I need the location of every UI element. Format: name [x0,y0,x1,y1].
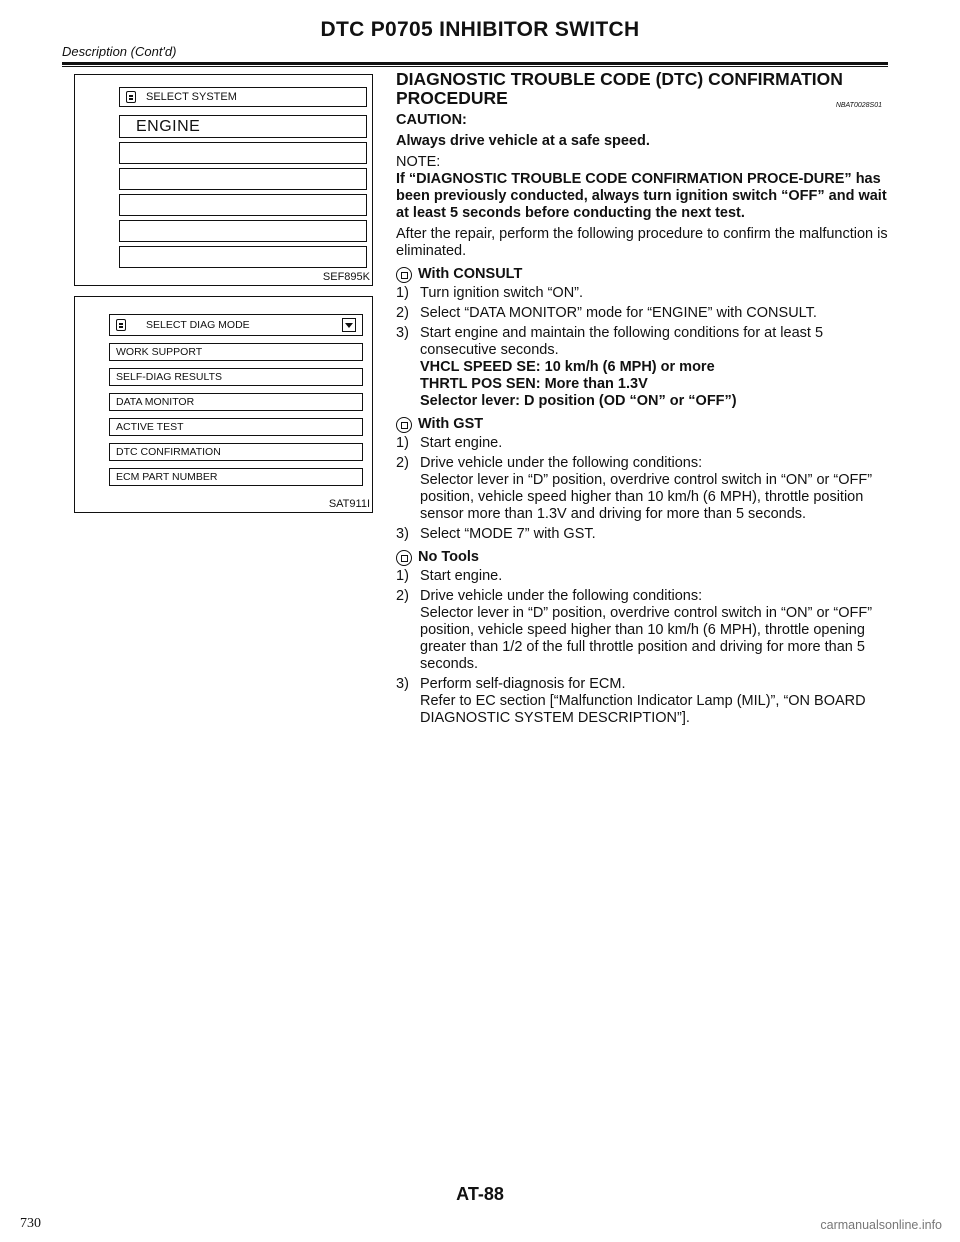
diag-mode-header [109,314,363,336]
note-text: If “DIAGNOSTIC TROUBLE CODE CONFIRMATION PROCE-DURE” has been previously conducted, always turn ignition switch “OFF” and wait at least 5 seconds before conducting the next test. [396,171,887,221]
step-text: Start engine. [420,435,503,451]
corner-number: 730 [20,1216,41,1231]
gst-heading-text: With GST [418,416,484,432]
step-detail: Refer to EC section [“Malfunction Indicator Lamp (MIL)”, “ON BOARD DIAGNOSTIC SYSTEM DESCRIPTION”]. [420,693,866,726]
condition-line [396,359,890,376]
step-number: 1) [396,285,409,301]
step [396,455,890,523]
condition-text: Selector lever: D position (OD “ON” or “OFF”) [420,393,737,409]
condition-line [396,376,890,393]
step-number: 3) [396,526,409,542]
step-detail: Selector lever in “D” position, overdrive control switch in “ON” or “OFF” position, vehicle speed higher than 10 km/h (6 MPH), throttle opening greater than 1/2 of the full throttle position and driving for more than 5 seconds. [420,605,873,672]
consult-heading [396,266,890,283]
figure-select-diag-mode [74,296,373,513]
page-title: DTC P0705 INHIBITOR SWITCH [320,18,640,41]
empty-slot [119,246,367,268]
menu-item-ecm-part-number: ECM PART NUMBER [109,468,363,486]
step-number: 1) [396,568,409,584]
step-text: Start engine and maintain the following conditions for at least 5 consecutive seconds. [420,325,824,358]
consult-heading-text: With CONSULT [418,266,523,282]
step-text: Turn ignition switch “ON”. [420,285,584,301]
figure-id: SAT911I [328,498,370,510]
step [396,285,890,302]
procedure-text [396,70,890,727]
step-text: Select “MODE 7” with GST. [420,526,596,542]
figure-id: SEF895K [322,271,370,283]
step-text: Perform self-diagnosis for ECM. [420,676,626,692]
page-number: AT-88 [456,1184,504,1204]
condition-text: THRTL POS SEN: More than 1.3V [420,376,648,392]
watermark: carmanualsonline.info [820,1218,942,1232]
condition-line [396,393,890,410]
step [396,676,890,727]
step-number: 2) [396,455,409,471]
step [396,305,890,322]
section-title-cont: PROCEDURE [396,88,508,108]
consult-icon [116,319,126,331]
menu-item-data-monitor: DATA MONITOR [109,393,363,411]
select-system-header [119,87,367,107]
code-id: NBAT0028S01 [835,102,882,109]
menu-item-active-test: ACTIVE TEST [109,418,363,436]
step-number: 3) [396,676,409,692]
empty-slot [119,220,367,242]
diag-mode-label: SELECT DIAG MODE [146,319,250,331]
note-label: NOTE: [396,154,441,170]
menu-item-dtc-confirmation: DTC CONFIRMATION [109,443,363,461]
figure-select-system [74,74,373,286]
step-detail: Selector lever in “D” position, overdrive control switch in “ON” or “OFF” position, vehicle speed higher than 10 km/h (6 MPH), throttle position sensor more than 1.3V and driving for more than 5 seconds. [420,472,873,522]
empty-slot [119,194,367,216]
empty-slot [119,142,367,164]
caution-text: Always drive vehicle at a safe speed. [396,133,650,149]
header-rule-thin [62,66,888,67]
step-number: 2) [396,305,409,321]
header-rule [62,62,888,65]
gst-icon [396,417,412,433]
step-number: 3) [396,325,409,341]
notools-heading-text: No Tools [418,549,479,565]
intro-text: After the repair, perform the following procedure to confirm the malfunction is eliminated. [396,226,888,259]
section-title: DIAGNOSTIC TROUBLE CODE (DTC) CONFIRMATION [396,69,843,89]
caution-label: CAUTION: [396,112,467,128]
step-text: Drive vehicle under the following conditions: [420,455,703,471]
consult-icon [396,267,412,283]
gst-heading [396,416,890,433]
step [396,568,890,585]
notools-heading [396,549,890,566]
step-text: Start engine. [420,568,503,584]
menu-item-self-diag-results: SELF-DIAG RESULTS [109,368,363,386]
engine-item: ENGINE [119,115,367,138]
consult-icon [126,91,136,103]
scroll-down-icon [342,318,356,332]
step [396,325,890,359]
page-subtitle: Description (Cont'd) [62,44,177,59]
empty-slot [119,168,367,190]
step-text: Drive vehicle under the following conditions: [420,588,703,604]
no-tools-icon [396,550,412,566]
step-number: 1) [396,435,409,451]
step [396,526,890,543]
step-text: Select “DATA MONITOR” mode for “ENGINE” with CONSULT. [420,305,817,321]
step [396,435,890,452]
step-number: 2) [396,588,409,604]
step [396,588,890,673]
condition-text: VHCL SPEED SE: 10 km/h (6 MPH) or more [420,359,715,375]
select-system-label: SELECT SYSTEM [146,91,237,103]
menu-item-work-support: WORK SUPPORT [109,343,363,361]
